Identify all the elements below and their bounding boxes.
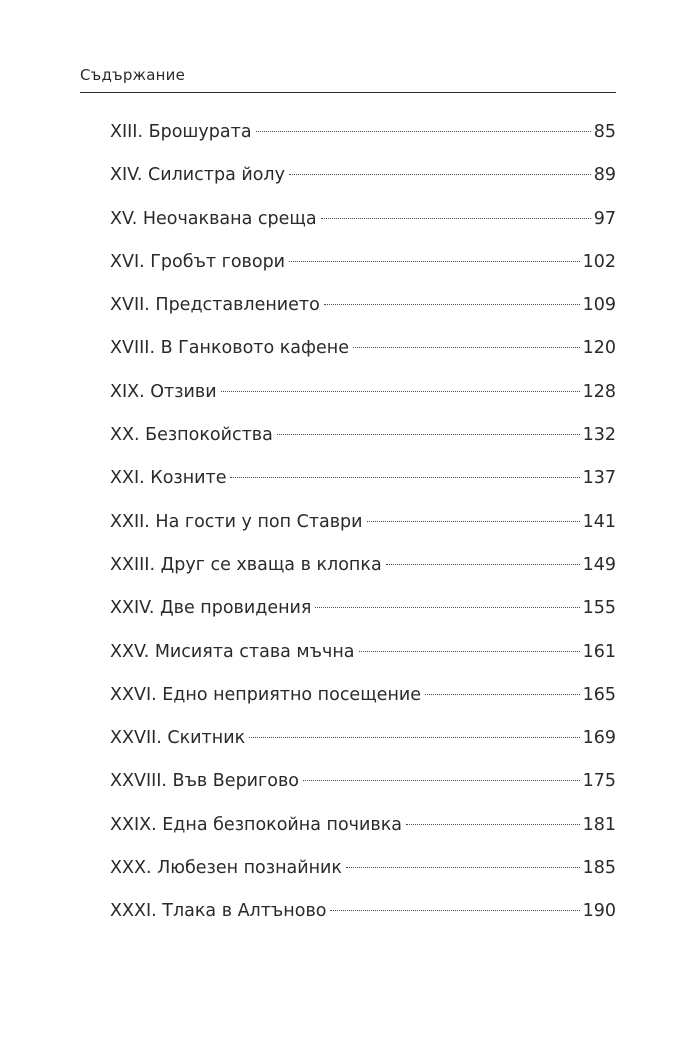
toc-entry-page-number: 175 (582, 771, 616, 792)
toc-entry-page-number: 137 (582, 468, 616, 489)
toc-entry-page-number: 165 (582, 684, 616, 705)
toc-entry-title: XXVI. Едно неприятно посещение (110, 684, 422, 705)
toc-entry (110, 852, 616, 895)
toc-entry-title: XXXI. Тлака в Алтъново (110, 901, 327, 922)
toc-entry-title: XVI. Гробът говори (110, 251, 286, 272)
dot-leader (406, 824, 580, 825)
toc-entry (110, 376, 616, 419)
toc-entry-title: XXIII. Друг се хваща в клопка (110, 554, 382, 575)
toc-entry (110, 592, 616, 635)
toc-entry-title: XXIV. Две провидения (110, 598, 312, 619)
toc-entry-title: XXI. Козните (110, 468, 227, 489)
table-of-contents (110, 116, 616, 939)
toc-entry (110, 246, 616, 289)
toc-entry-title: XXIX. Една безпокойна почивка (110, 814, 402, 835)
toc-entry (110, 895, 616, 938)
toc-entry-page-number: 109 (582, 295, 616, 316)
toc-entry (110, 765, 616, 808)
toc-entry (110, 203, 616, 246)
toc-entry (110, 636, 616, 679)
toc-entry-title: XXX. Любезен познайник (110, 858, 342, 879)
dot-leader (303, 780, 580, 781)
toc-entry-title: XXVII. Скитник (110, 728, 246, 749)
toc-entry (110, 332, 616, 375)
toc-entry-page-number: 128 (582, 381, 616, 402)
toc-entry-page-number: 190 (582, 901, 616, 922)
toc-entry (110, 159, 616, 202)
toc-entry (110, 809, 616, 852)
toc-entry (110, 462, 616, 505)
dot-leader (425, 694, 580, 695)
dot-leader (324, 304, 580, 305)
dot-leader (249, 737, 579, 738)
dot-leader (359, 651, 580, 652)
running-header (80, 66, 616, 93)
toc-entry (110, 116, 616, 159)
toc-entry-page-number: 185 (582, 858, 616, 879)
toc-entry (110, 419, 616, 462)
dot-leader (221, 391, 580, 392)
dot-leader (315, 607, 579, 608)
toc-entry-page-number: 169 (582, 728, 616, 749)
dot-leader (321, 218, 591, 219)
toc-entry-page-number: 155 (582, 598, 616, 619)
toc-entry-title: XX. Безпокойства (110, 425, 273, 446)
toc-entry-page-number: 161 (582, 641, 616, 662)
toc-entry-title: XVII. Представлението (110, 295, 320, 316)
toc-entry-title: XIV. Силистра йолу (110, 165, 285, 186)
toc-entry-page-number: 132 (582, 425, 616, 446)
toc-entry-title: XV. Неочаквана среща (110, 208, 317, 229)
toc-entry-title: XVIII. В Ганковото кафене (110, 338, 349, 359)
toc-entry (110, 289, 616, 332)
toc-entry-page-number: 102 (582, 251, 616, 272)
toc-entry-page-number: 149 (582, 554, 616, 575)
toc-entry-page-number: 141 (582, 511, 616, 532)
toc-entry-page-number: 97 (593, 208, 616, 229)
toc-entry-title: XXII. На гости у поп Ставри (110, 511, 363, 532)
dot-leader (330, 910, 579, 911)
toc-entry (110, 679, 616, 722)
toc-entry-title: XIX. Отзиви (110, 381, 217, 402)
toc-entry (110, 722, 616, 765)
dot-leader (289, 174, 591, 175)
toc-entry-page-number: 181 (582, 814, 616, 835)
toc-entry-page-number: 120 (582, 338, 616, 359)
toc-entry (110, 506, 616, 549)
dot-leader (277, 434, 580, 435)
toc-entry-page-number: 89 (593, 165, 616, 186)
dot-leader (386, 564, 580, 565)
dot-leader (367, 521, 580, 522)
dot-leader (230, 477, 579, 478)
running-header-title: Съдържание (80, 66, 186, 84)
toc-entry-title: XIII. Брошурата (110, 122, 252, 142)
dot-leader (289, 261, 580, 262)
dot-leader (256, 131, 591, 132)
toc-entry (110, 549, 616, 592)
toc-entry-page-number: 85 (593, 122, 616, 142)
dot-leader (353, 347, 580, 348)
toc-entry-title: XXV. Мисията става мъчна (110, 641, 355, 662)
dot-leader (346, 867, 580, 868)
toc-entry-title: XXVIII. Във Веригово (110, 771, 299, 792)
